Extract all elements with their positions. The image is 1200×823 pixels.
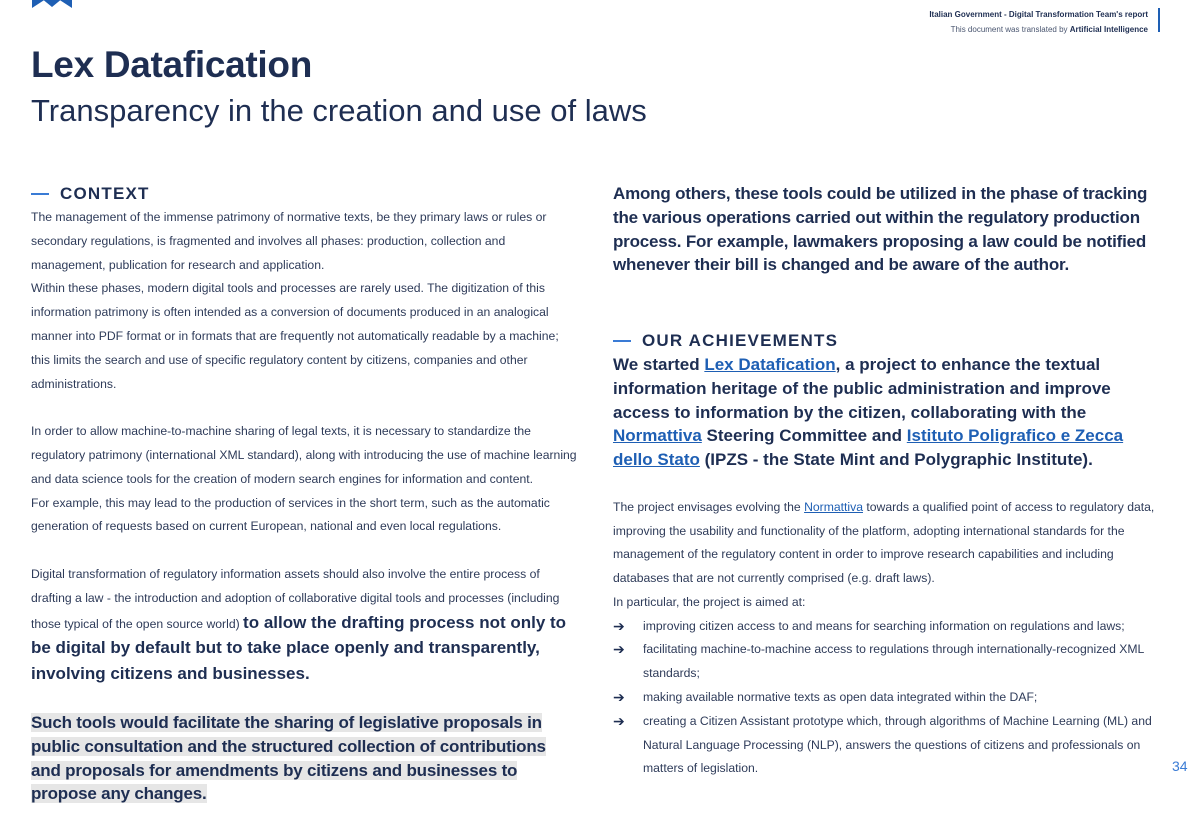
- normattiva-link[interactable]: Normattiva: [613, 426, 702, 446]
- arrow-right-icon: ➔: [613, 617, 625, 634]
- achievements-heading-label: OUR ACHIEVEMENTS: [642, 331, 839, 351]
- context-heading: [31, 182, 579, 206]
- project-paragraph: The project envisages evolving the Normattiva towards a qualified point of access to regulatory data, improving the usability and functionality of the platform, adopting international standards for the management of the regulatory content in order to improve research capabilities and including databases that are not currently comprised (e.g. draft laws).: [613, 499, 1155, 586]
- arrow-right-icon: ➔: [613, 689, 625, 706]
- context-paragraph-2: Within these phases, modern digital tools and processes are rarely used. The digitization of this information patrimony is often intended as a conversion of documents produced in an analogical manner into PDF format or in formats that are frequently not automatically readable by a machine; this limits the search and use of specific regulatory content by citizens, companies and other administrations.: [31, 281, 559, 391]
- right-column: [613, 182, 1161, 781]
- header-divider: [1158, 8, 1160, 32]
- lex-datafication-link[interactable]: Lex Datafication: [704, 355, 836, 375]
- logo-mark: [32, 0, 72, 12]
- heading-dash: [613, 340, 631, 342]
- list-item: ➔ improving citizen access to and means for searching information on regulations and laws;: [613, 615, 1161, 639]
- header-report-title: Italian Government - Digital Transformation Team's report: [929, 10, 1148, 19]
- page-title: Lex Datafication: [31, 44, 312, 85]
- tracking-lead: Among others, these tools could be utilized in the phase of tracking the various operations carried out within the regulatory production process. For example, lawmakers proposing a law could be notified whenever their bill is changed and be aware of the author.: [613, 184, 1148, 275]
- achievements-text: We started Lex Datafication, a project to enhance the textual information heritage of the public administration and improve access to information by the citizen, collaborating with the Normattiva Steering Committee and Istituto Poligrafico e Zecca dello Stato (IPZS - the State Mint and Polygraphic Institute).: [613, 355, 1124, 469]
- context-paragraph-5: Digital transformation of regulatory information assets should also involve the entire process of drafting a law - the introduction and adoption of collaborative digital tools and processes (including those typical of the open source world) to allow the drafting process not only to be digital by default but to take place openly and transparently, involving citizens and businesses.: [31, 566, 567, 684]
- context-heading-label: CONTEXT: [60, 184, 150, 203]
- arrow-right-icon: ➔: [613, 712, 625, 729]
- arrow-right-icon: ➔: [613, 641, 625, 658]
- context-emphasis: to allow the drafting process not only to be digital by default but to take place openly and transparently, involving citizens and businesses.: [31, 612, 567, 684]
- list-item: ➔ making available normative texts as open data integrated within the DAF;: [613, 686, 1161, 710]
- report-header: [929, 7, 1148, 37]
- context-paragraph-4: For example, this may lead to the production of services in the short term, such as the automatic generation of requests based on current European, national and even local regulations.: [31, 495, 550, 534]
- page-subtitle: Transparency in the creation and use of laws: [31, 93, 647, 128]
- header-translator: Artificial Intelligence: [1069, 25, 1148, 34]
- ipzs-link[interactable]: Istituto Poligrafico e Zecca dello Stato: [613, 426, 1124, 469]
- list-item: ➔ creating a Citizen Assistant prototype which, through algorithms of Machine Learning (ML) and Natural Language Processing (NLP), answers the questions of citizens and professionals on matters of legislation.: [613, 710, 1161, 781]
- heading-dash: [31, 193, 49, 195]
- achievements-heading: [613, 329, 1161, 353]
- left-column: [31, 182, 579, 823]
- aims-list: [613, 615, 1161, 782]
- header-translation-note: This document was translated by Artificial Intelligence: [950, 25, 1148, 34]
- highlight-quote: Such tools would facilitate the sharing of legislative proposals in public consultation and the structured collection of contributions and proposals for amendments by citizens and businesses to propose any changes.: [31, 712, 546, 804]
- context-paragraph-1: The management of the immense patrimony of normative texts, be they primary laws or rules or secondary regulations, is fragmented and involves all phases: production, collection and management, publication for research and application.: [31, 210, 547, 272]
- page-number: 34: [1172, 758, 1188, 774]
- context-paragraph-3: In order to allow machine-to-machine sharing of legal texts, it is necessary to standardize the regulatory patrimony (international XML standard), along with introducing the use of machine learning and data science tools for the creation of modern search engines for information and content.: [31, 424, 577, 486]
- aims-intro: In particular, the project is aimed at:: [613, 594, 806, 609]
- list-item: ➔ facilitating machine-to-machine access to regulations through internationally-recognized XML standards;: [613, 638, 1161, 686]
- normattiva-link-2[interactable]: Normattiva: [804, 499, 863, 514]
